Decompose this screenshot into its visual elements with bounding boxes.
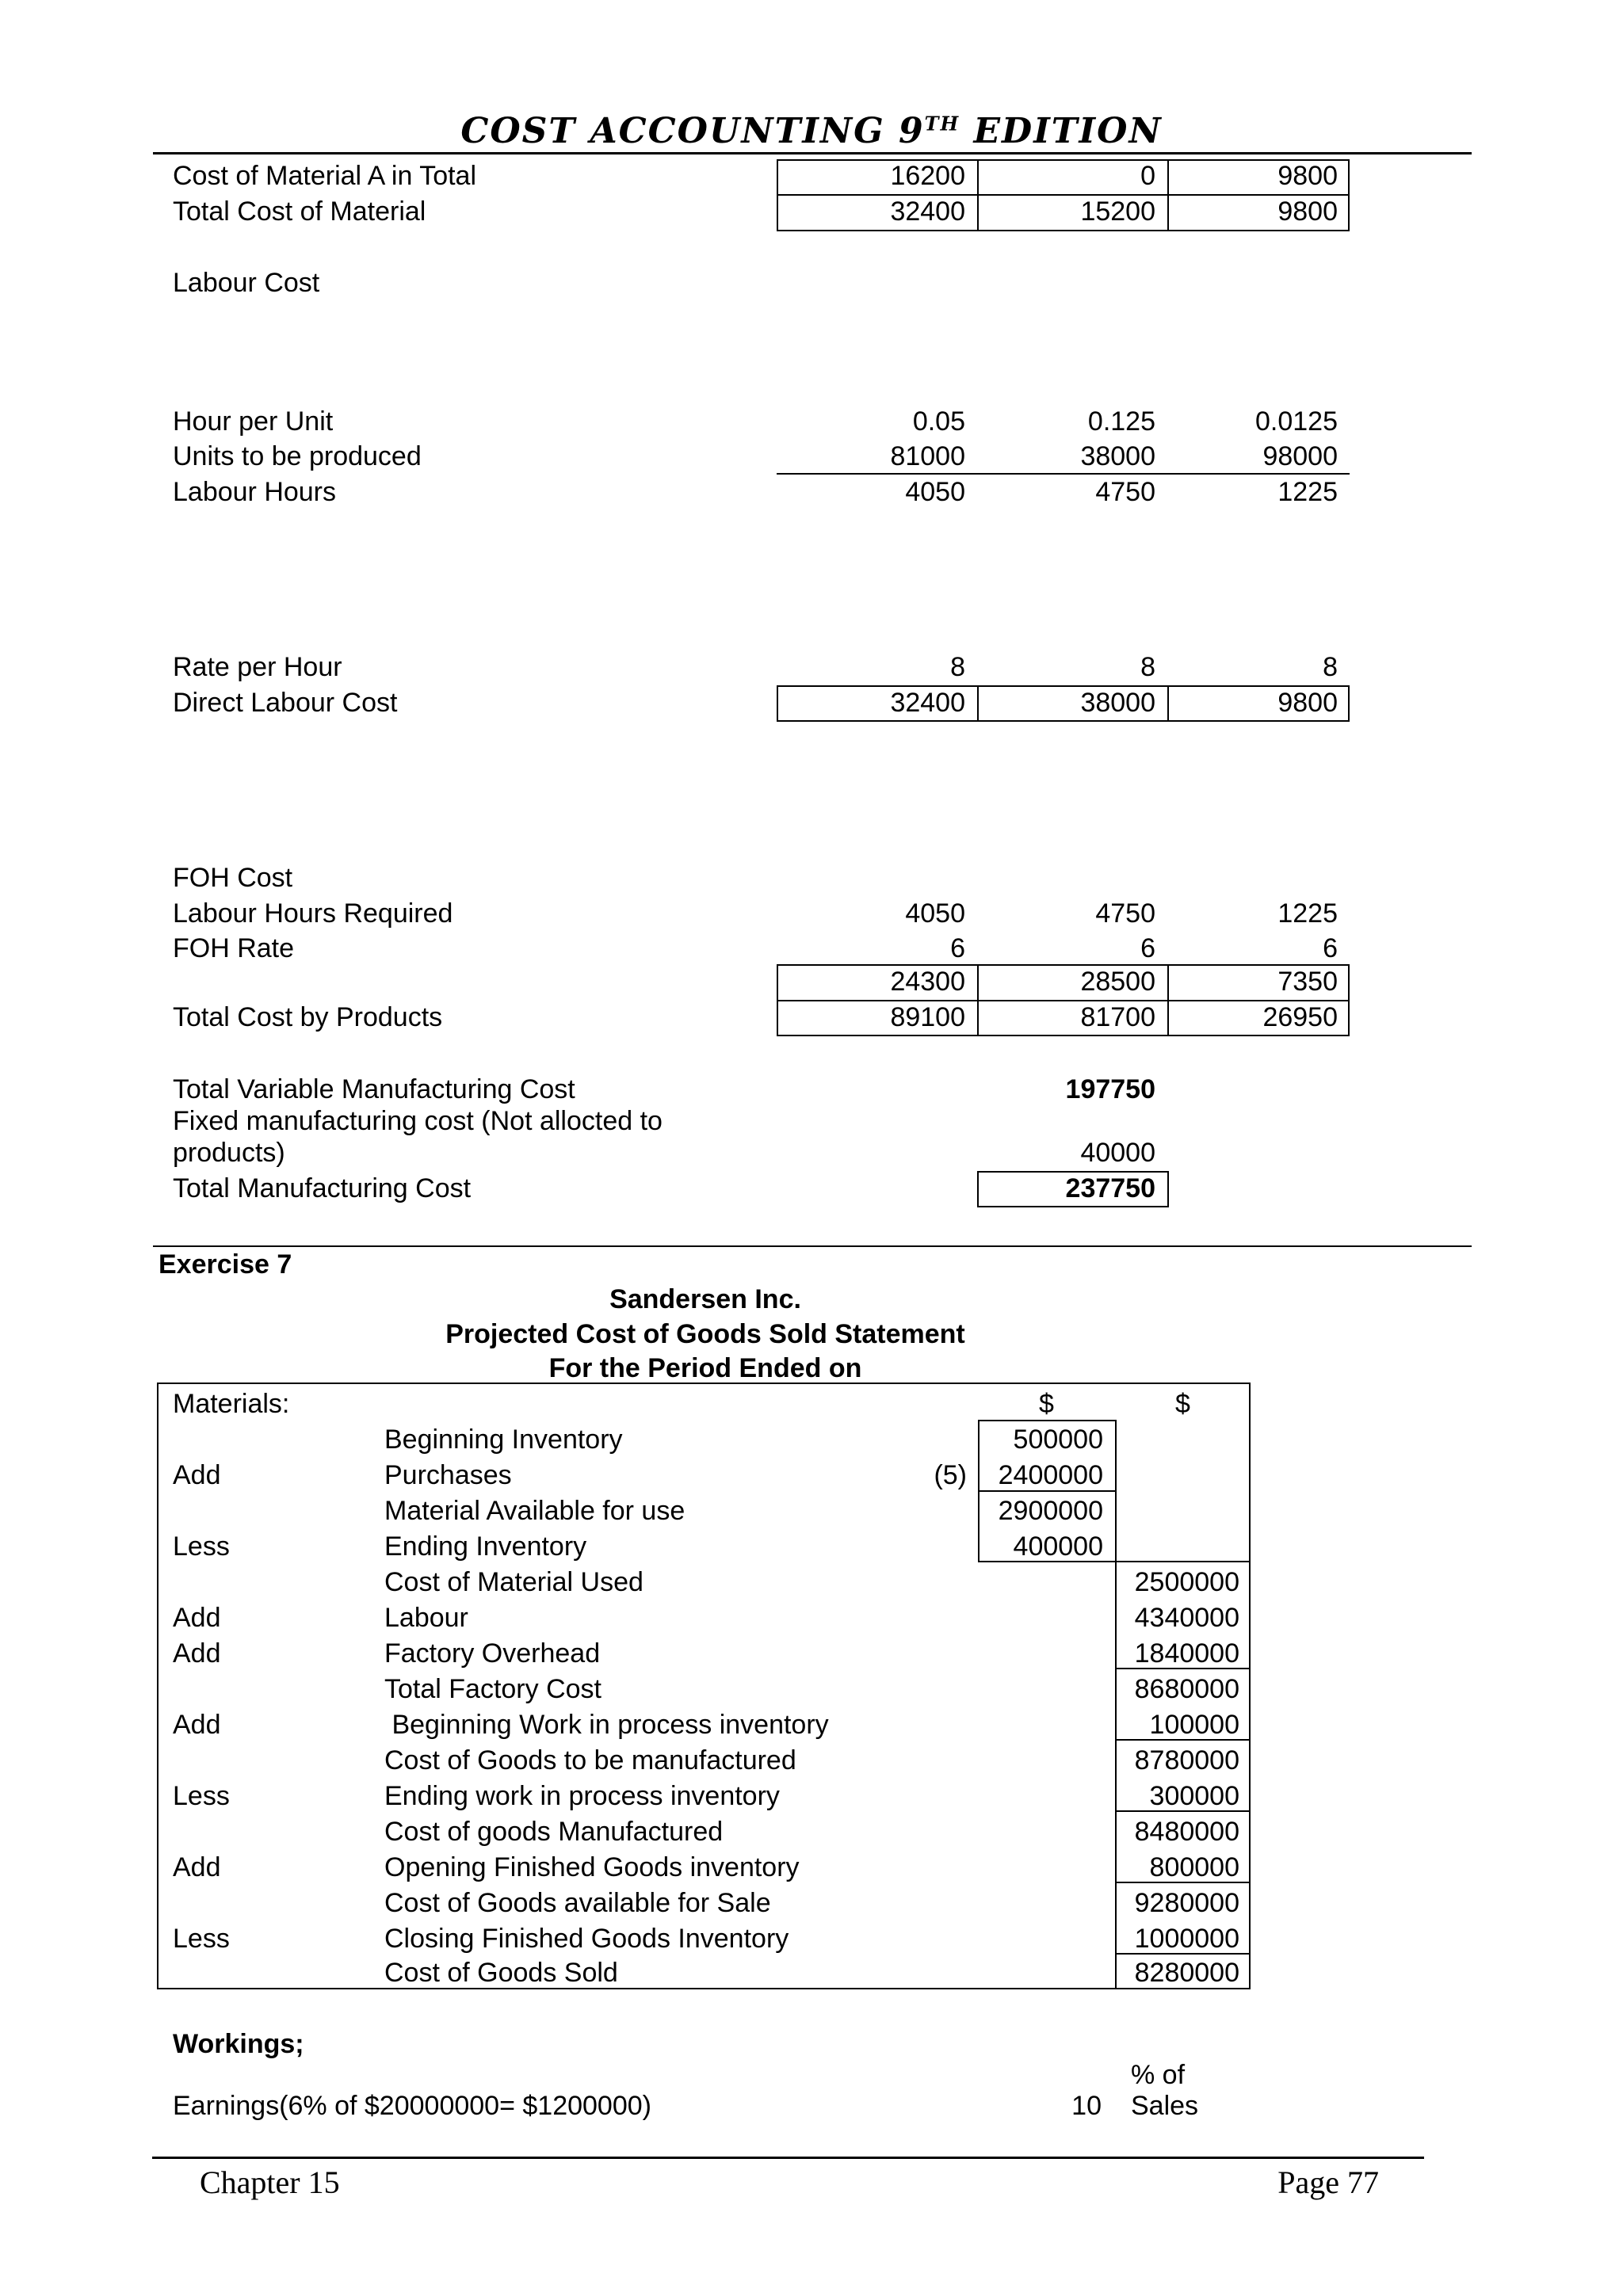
cell-value: 98000: [1262, 441, 1338, 471]
cell-value: 24300: [890, 967, 965, 997]
row-label: Cost of Goods Sold: [384, 1958, 618, 1988]
workings-unit-line2: Sales: [1131, 2091, 1199, 2121]
labour-cost-heading: Labour Cost: [173, 268, 320, 298]
exercise-heading: Exercise 7: [158, 1249, 292, 1280]
cell-value: 1225: [1277, 898, 1338, 929]
cell-value: 89100: [890, 1002, 965, 1032]
box-col-divider: [977, 964, 979, 1036]
cell-value: 81000: [890, 441, 965, 471]
box-col-divider: [977, 685, 979, 722]
cell-value: 1225: [1277, 477, 1338, 507]
cell-value: 26950: [1262, 1002, 1338, 1032]
row-label: Material Available for use: [384, 1496, 685, 1526]
inner-value: 2400000: [998, 1460, 1103, 1490]
row-label: Total Factory Cost: [384, 1674, 601, 1704]
cell-value: 8: [1140, 652, 1155, 682]
row-label: Labour: [384, 1603, 468, 1633]
cell-value: 4050: [905, 898, 965, 929]
earnings-label: Earnings(6% of $20000000= $1200000): [173, 2091, 651, 2121]
row-prefix: Less: [173, 1781, 230, 1811]
statement-period: For the Period Ended on: [548, 1353, 862, 1383]
row-label: Direct Labour Cost: [173, 688, 398, 718]
fixed-cost-value: 40000: [1080, 1138, 1155, 1168]
row-label: Cost of Goods available for Sale: [384, 1888, 771, 1918]
cell-value: 4750: [1095, 898, 1155, 929]
outer-value: 1000000: [1134, 1924, 1239, 1954]
footer-page-number: Page 77: [1277, 2164, 1379, 2200]
outer-value: 9280000: [1134, 1888, 1239, 1918]
cell-value: 32400: [890, 196, 965, 227]
cell-value: 4050: [905, 477, 965, 507]
cell-value: 0.0125: [1255, 406, 1338, 437]
variable-cost-value: 197750: [1065, 1074, 1155, 1104]
column-header-inner: $: [1039, 1389, 1054, 1419]
outer-value: 1840000: [1134, 1638, 1239, 1669]
cell-value: 32400: [890, 688, 965, 718]
outer-value: 300000: [1149, 1781, 1239, 1811]
earnings-value: 10: [1071, 2091, 1102, 2121]
materials-label: Materials:: [173, 1389, 290, 1419]
cell-value: 38000: [1080, 688, 1155, 718]
row-label: Closing Finished Goods Inventory: [384, 1924, 789, 1954]
running-header-title: COST ACCOUNTING 9TH EDITION: [460, 111, 1163, 151]
row-label: Units to be produced: [173, 441, 422, 471]
section-rule: [153, 1245, 1472, 1247]
cell-value: 16200: [890, 161, 965, 191]
fixed-cost-label-line1: Fixed manufacturing cost (Not allocted to: [173, 1106, 663, 1136]
outer-value: 8480000: [1134, 1817, 1239, 1847]
box-col-divider: [977, 159, 979, 231]
row-label: Cost of goods Manufactured: [384, 1817, 724, 1847]
row-prefix: Less: [173, 1531, 230, 1562]
outer-value: 2500000: [1134, 1567, 1239, 1597]
cell-value: 4750: [1095, 477, 1155, 507]
row-label: Cost of Material Used: [384, 1567, 643, 1597]
row-prefix: Add: [173, 1603, 221, 1633]
row-prefix: Add: [173, 1638, 221, 1669]
row-label: Opening Finished Goods inventory: [384, 1852, 800, 1882]
cell-value: 7350: [1277, 967, 1338, 997]
outer-value: 100000: [1149, 1710, 1239, 1740]
cell-value: 6: [1323, 933, 1338, 963]
workings-unit-line1: % of: [1131, 2060, 1186, 2090]
box-row-divider: [1115, 1561, 1251, 1562]
inner-value: 400000: [1013, 1531, 1103, 1562]
company-name: Sandersen Inc.: [609, 1284, 801, 1314]
row-prefix: Less: [173, 1924, 230, 1954]
row-label: Ending work in process inventory: [384, 1781, 780, 1811]
cell-value: 9800: [1277, 688, 1338, 718]
cell-value: 38000: [1080, 441, 1155, 471]
outer-value: 800000: [1149, 1852, 1239, 1882]
row-label: Cost of Material A in Total: [173, 161, 477, 191]
cell-value: 9800: [1277, 161, 1338, 191]
inner-value: 500000: [1013, 1425, 1103, 1455]
row-label: Purchases: [384, 1460, 512, 1490]
footer-rule: [152, 2157, 1424, 2159]
outer-value: 8680000: [1134, 1674, 1239, 1704]
row-label: Total Cost of Material: [173, 196, 426, 227]
row-prefix: Add: [173, 1460, 221, 1490]
outer-value: 8780000: [1134, 1745, 1239, 1775]
cell-value: 0.05: [912, 406, 965, 437]
outer-value: 8280000: [1134, 1958, 1239, 1988]
cell-value: 8: [950, 652, 965, 682]
statement-title: Projected Cost of Goods Sold Statement: [445, 1319, 965, 1349]
row-label: Ending Inventory: [384, 1531, 587, 1562]
row-label: Labour Hours: [173, 477, 337, 507]
row-prefix: Add: [173, 1710, 221, 1740]
row-label: Total Cost by Products: [173, 1002, 443, 1032]
row-label: FOH Rate: [173, 933, 295, 963]
variable-cost-label: Total Variable Manufacturing Cost: [173, 1074, 575, 1104]
reference-note: (5): [934, 1460, 967, 1490]
cell-value: 81700: [1080, 1002, 1155, 1032]
row-label: Cost of Goods to be manufactured: [384, 1745, 796, 1775]
cell-value: 0: [1140, 161, 1155, 191]
cell-value: 6: [950, 933, 965, 963]
total-manufacturing-label: Total Manufacturing Cost: [173, 1173, 472, 1203]
outer-value: 4340000: [1134, 1603, 1239, 1633]
cell-value: 6: [1140, 933, 1155, 963]
row-prefix: Add: [173, 1852, 221, 1882]
row-label: Rate per Hour: [173, 652, 342, 682]
row-label: Hour per Unit: [173, 406, 334, 437]
cell-value: 15200: [1080, 196, 1155, 227]
inner-value: 2900000: [998, 1496, 1103, 1526]
fixed-cost-label-line2: products): [173, 1138, 285, 1168]
column-header-outer: $: [1175, 1389, 1190, 1419]
total-manufacturing-value: 237750: [1065, 1173, 1155, 1203]
footer-chapter: Chapter 15: [200, 2164, 340, 2200]
row-label: Labour Hours Required: [173, 898, 453, 929]
cell-value: 0.125: [1087, 406, 1155, 437]
row-label: Factory Overhead: [384, 1638, 601, 1669]
row-label: Beginning Work in process inventory: [384, 1710, 829, 1740]
cell-value: 9800: [1277, 196, 1338, 227]
cell-value: 8: [1323, 652, 1338, 682]
cell-value: 28500: [1080, 967, 1155, 997]
workings-heading: Workings;: [173, 2029, 304, 2059]
row-label: Beginning Inventory: [384, 1425, 623, 1455]
foh-cost-heading: FOH Cost: [173, 863, 293, 893]
header-rule: [153, 152, 1472, 154]
